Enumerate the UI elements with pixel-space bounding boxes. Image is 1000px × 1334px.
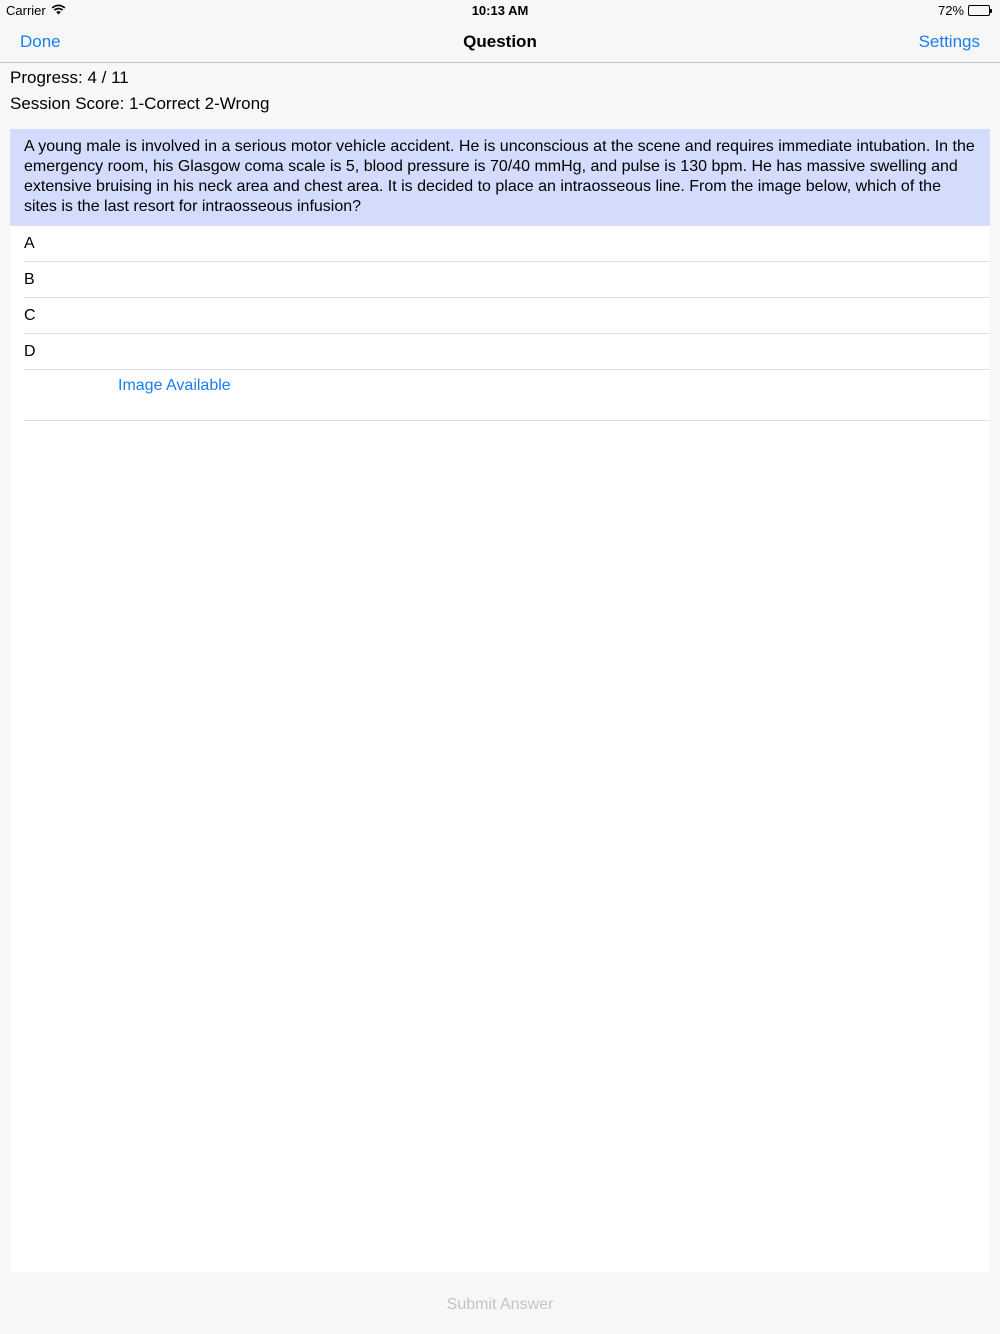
done-button[interactable]: Done bbox=[20, 32, 61, 51]
question-text: A young male is involved in a serious motor vehicle accident. He is unconscious at the scene and requires immediate intubation. In the emergency room, his Glasgow coma scale is 5, blood pressure is 70/40 mmHg, and pulse is 130 bpm. He has massive swelling and extensive bruising in his neck area and chest area. It is decided to place an intraosseous line. From the image below, which of the sites is the last resort for intraosseous infusion? bbox=[10, 129, 990, 226]
answer-label: C bbox=[24, 306, 36, 324]
page-title: Question bbox=[463, 32, 537, 51]
answer-list bbox=[10, 226, 990, 421]
carrier-label: Carrier bbox=[6, 3, 46, 18]
image-available-link[interactable]: Image Available bbox=[118, 377, 231, 394]
answer-label: D bbox=[24, 342, 36, 360]
image-row bbox=[24, 370, 990, 421]
status-time: 10:13 AM bbox=[471, 3, 529, 18]
answer-option-d[interactable] bbox=[24, 334, 990, 370]
answer-label: A bbox=[24, 234, 35, 252]
question-panel bbox=[10, 129, 990, 1272]
battery-indicator bbox=[938, 3, 992, 18]
submit-answer-button[interactable]: Submit Answer bbox=[446, 1296, 554, 1313]
answer-label: B bbox=[24, 270, 35, 288]
battery-percent: 72% bbox=[937, 3, 964, 18]
answer-option-c[interactable] bbox=[24, 298, 990, 334]
progress-label: Progress: 4 / 11 bbox=[10, 68, 129, 87]
answer-option-b[interactable] bbox=[24, 262, 990, 298]
navigation-bar bbox=[0, 22, 1000, 63]
session-score-label: Session Score: 1-Correct 2-Wrong bbox=[10, 94, 270, 113]
settings-button[interactable]: Settings bbox=[918, 32, 980, 51]
status-bar bbox=[0, 0, 1000, 22]
answer-option-a[interactable] bbox=[24, 226, 990, 262]
battery-icon bbox=[968, 5, 992, 16]
